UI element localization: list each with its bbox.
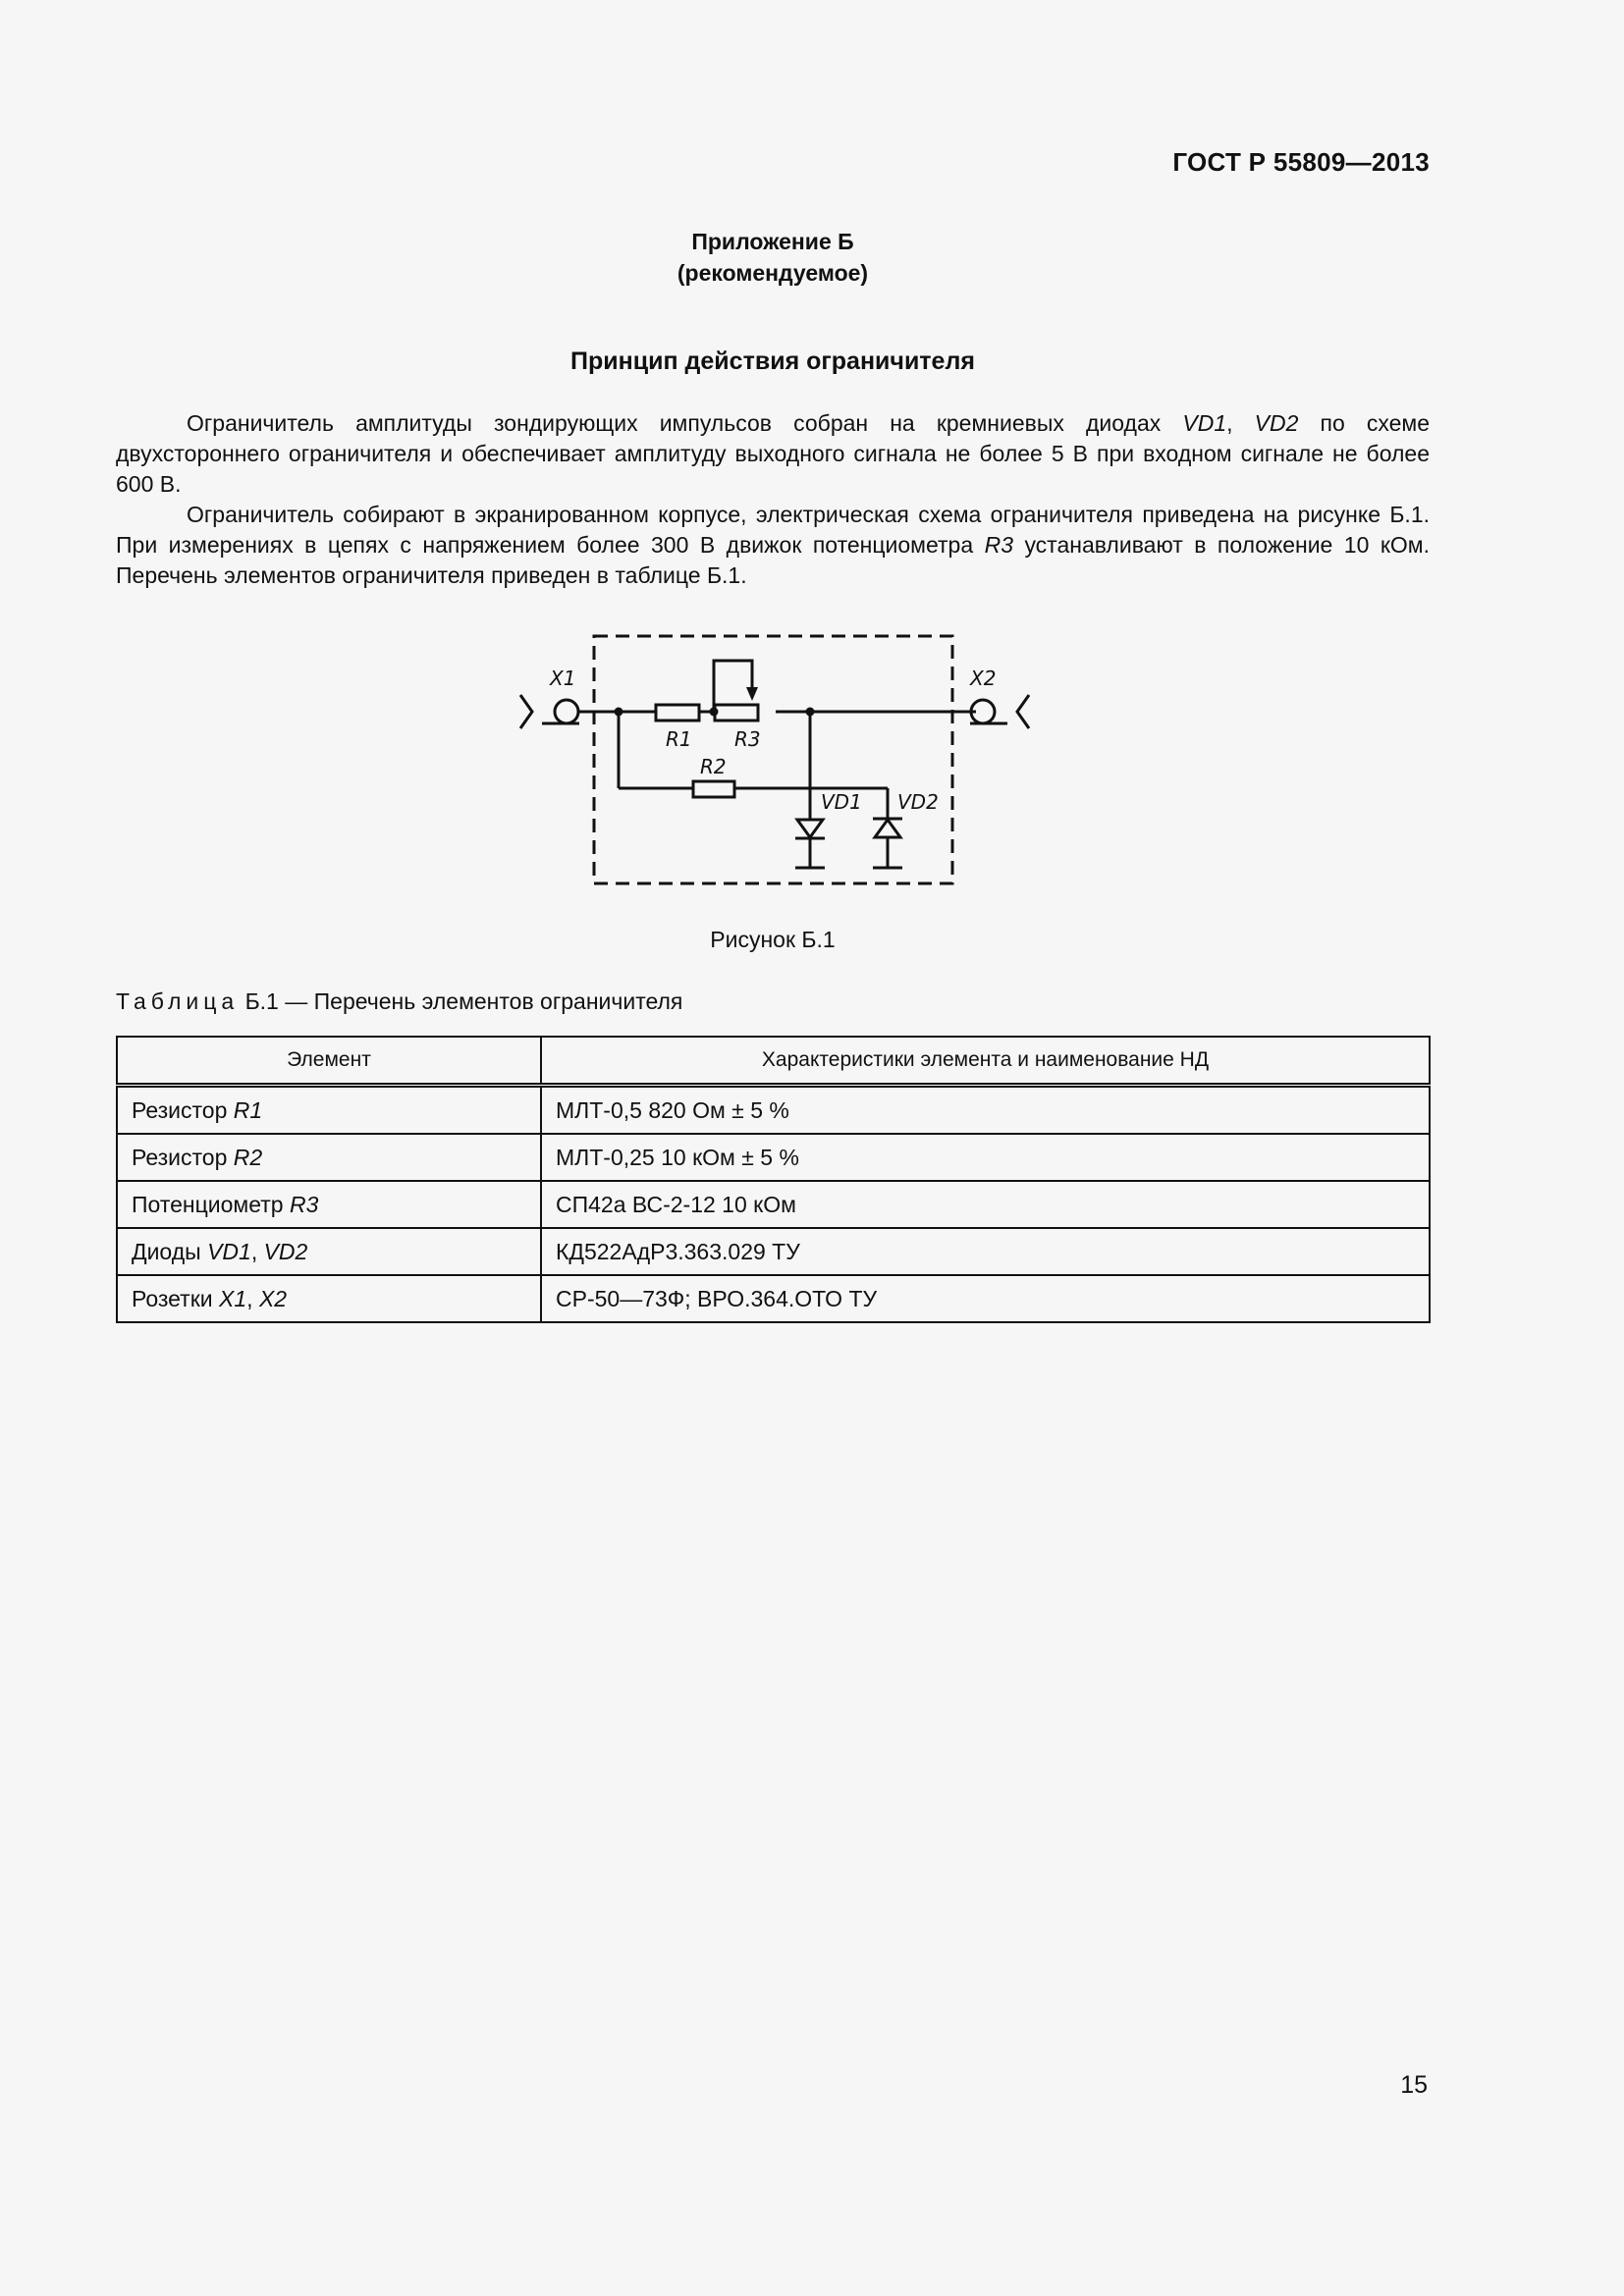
paragraph-1 <box>116 408 1430 500</box>
table-row <box>117 1181 1430 1228</box>
table-caption-prefix: Таблица <box>116 988 240 1014</box>
paragraph-1-ref-vd2: VD2 <box>1254 410 1299 436</box>
table-row <box>117 1086 1430 1135</box>
table-row <box>117 1275 1430 1322</box>
element-cell: Розетки X1, X2 <box>117 1275 541 1322</box>
appendix-title: Приложение Б <box>691 229 854 254</box>
elements-table <box>116 1036 1431 1323</box>
figure-caption: Рисунок Б.1 <box>710 927 836 952</box>
resistor-r2-icon <box>693 781 734 797</box>
spec-cell: КД522АдР3.363.029 ТУ <box>541 1228 1430 1275</box>
resistor-r3-icon <box>715 705 758 721</box>
connector-x1-icon <box>520 695 579 728</box>
element-cell: Резистор R1 <box>117 1086 541 1135</box>
column-header-specs: Характеристики элемента и наименование НД <box>541 1037 1430 1086</box>
label-vd1: VD1 <box>821 790 862 814</box>
label-x1: X1 <box>550 667 576 690</box>
table-row <box>117 1134 1430 1181</box>
label-r3: R3 <box>734 727 761 751</box>
label-r2: R2 <box>700 755 727 778</box>
paragraph-2-ref-r3: R3 <box>984 532 1013 558</box>
paragraph-2 <box>116 500 1430 591</box>
spec-cell: СР-50—73Ф; ВРО.364.ОТО ТУ <box>541 1275 1430 1322</box>
body-text <box>116 408 1430 591</box>
element-cell: Диоды VD1, VD2 <box>117 1228 541 1275</box>
column-header-element: Элемент <box>117 1037 541 1086</box>
junction-dot <box>806 708 815 717</box>
section-title: Принцип действия ограничителя <box>570 347 975 375</box>
paragraph-1-text-c: по схеме двухстороннего ограничителя и обеспечивает амплитуду выходного сигнала не более 5 В при входном сигнале не более 600 В. <box>116 410 1431 497</box>
document-id: ГОСТ Р 55809—2013 <box>1172 147 1430 177</box>
label-x2: X2 <box>970 667 997 690</box>
spec-cell: МЛТ-0,25 10 кОм ± 5 % <box>541 1134 1430 1181</box>
table-row <box>117 1228 1430 1275</box>
connector-x2-icon <box>970 695 1029 728</box>
element-cell: Потенциометр R3 <box>117 1181 541 1228</box>
label-r1: R1 <box>666 727 692 751</box>
junction-dot <box>710 708 719 717</box>
spec-cell: МЛТ-0,5 820 Ом ± 5 % <box>541 1086 1430 1135</box>
spec-cell: СП42а ВС-2-12 10 кОм <box>541 1181 1430 1228</box>
junction-dot <box>615 708 623 717</box>
table-caption <box>116 988 682 1015</box>
paragraph-2-text-b: устанавливают в положение 10 кОм. Перечень элементов ограничителя приведен в таблице Б.1. <box>116 532 1430 588</box>
appendix-subtitle: (рекомендуемое) <box>677 260 869 286</box>
shield-enclosure <box>594 636 952 883</box>
appendix-heading <box>0 226 1545 289</box>
resistor-r1-icon <box>656 705 699 721</box>
page-number: 15 <box>1400 2071 1428 2099</box>
paragraph-1-text-a: Ограничитель амплитуды зондирующих импульсов собран на кремниевых диодах <box>187 410 1183 436</box>
table-caption-rest: Б.1 — Перечень элементов ограничителя <box>239 988 683 1014</box>
paragraph-1-ref-vd1: VD1 <box>1182 410 1227 436</box>
label-vd2: VD2 <box>897 790 939 814</box>
circuit-diagram <box>511 628 1041 893</box>
element-cell: Резистор R2 <box>117 1134 541 1181</box>
paragraph-1-text-b: , <box>1226 410 1255 436</box>
paragraph-2-text-a: Ограничитель собирают в экранированном корпусе, электрическая схема ограничителя приведена на рисунке Б.1. При измерениях в цепях с напряжением более 300 В движок потенциометра <box>116 502 1430 558</box>
table-header-row <box>117 1037 1430 1086</box>
